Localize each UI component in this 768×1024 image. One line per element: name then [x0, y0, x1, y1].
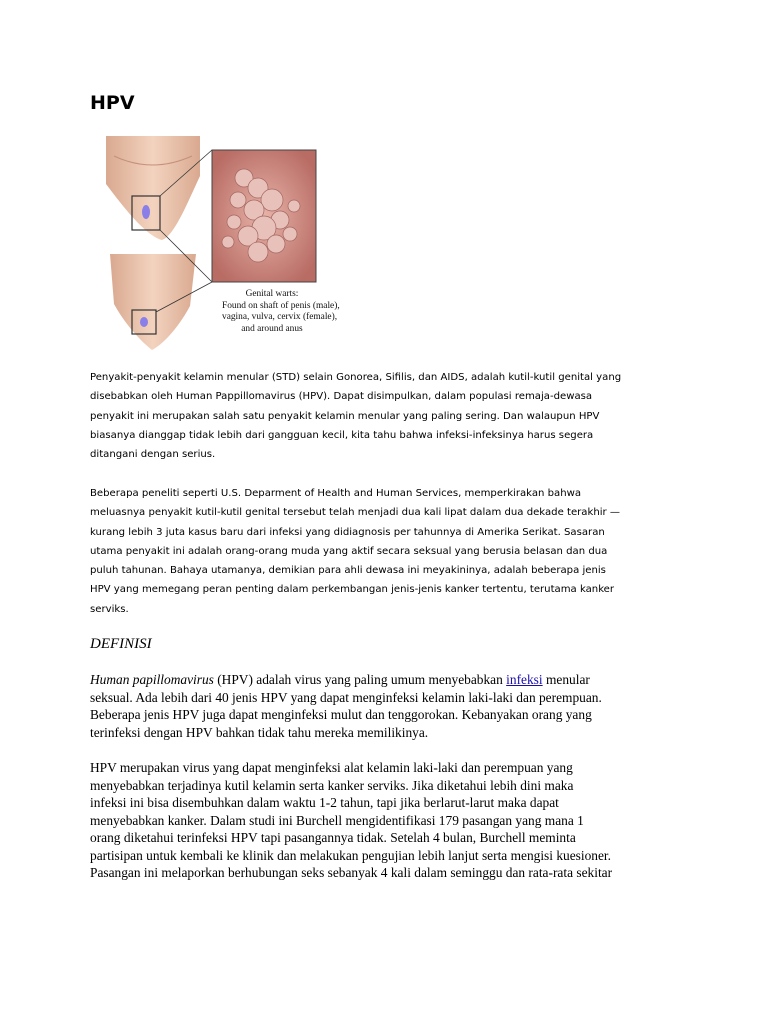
intro-paragraph	[90, 368, 690, 464]
text-line: meluasnya penyakit kutil-kutil genital tersebut telah menjadi dua kali lipat dalam dua dekade terakhir —	[90, 507, 620, 519]
female-figure-illustration	[110, 254, 196, 350]
text-line: penyakit ini merupakan salah satu penyakit kelamin menular yang paling sering. Dan walaupun HPV	[90, 410, 600, 422]
text-line: kurang lebih 3 juta kasus baru dari infeksi yang didiagnosis per tahunnya di Amerika Serikat. Sasaran	[90, 526, 605, 538]
text-line: serviks.	[90, 603, 129, 615]
text-line: disebabkan oleh Human Pappillomavirus (HPV). Dapat disimpulkan, dalam populasi remaja-dewasa	[90, 391, 593, 403]
text-line: seksual. Ada lebih dari 40 jenis HPV yang dapat menginfeksi kelamin laki-laki dan perempuan.	[90, 689, 602, 705]
caption-line: Genital warts:	[245, 289, 299, 299]
research-paragraph	[90, 484, 690, 619]
text-line: utama penyakit ini adalah orang-orang muda yang aktif secara seksual yang berusia belasan dan dua	[90, 545, 608, 557]
text-line: infeksi ini bisa disembuhkan dalam waktu 1-2 tahun, tapi jika berlarut-larut maka dapat	[90, 795, 559, 810]
section-heading-definisi: DEFINISI	[90, 636, 152, 652]
figure-caption	[222, 289, 340, 335]
caption-line: Found on shaft of penis (male),	[222, 300, 340, 311]
text-line	[90, 671, 690, 689]
text-line: ditangani dengan serius.	[90, 449, 216, 461]
infeksi-link[interactable]: infeksi	[506, 672, 543, 687]
page-title: HPV	[90, 92, 135, 114]
text-segment: (HPV) adalah virus yang paling umum menyebabkan	[213, 672, 507, 687]
text-line: Beberapa peneliti seperti U.S. Deparment of Health and Human Services, memperkirakan bahwa	[90, 488, 582, 499]
text-line: Beberapa jenis HPV juga dapat menginfeksi mulut dan tenggorokan. Kebanyakan orang yang	[90, 707, 592, 722]
definition-paragraph	[90, 671, 690, 741]
burchell-study-paragraph	[90, 759, 690, 882]
caption-line: and around anus	[241, 323, 303, 334]
text-line: Pasangan ini melaporkan berhubungan seks sebanyak 4 kali dalam seminggu dan rata-rata sekitar	[90, 865, 613, 880]
text-line: puluh tahunan. Bahaya utamanya, demikian para ahli dewasa ini meyakininya, adalah beberapa jenis	[90, 565, 606, 577]
text-line: HPV merupakan virus yang dapat menginfeksi alat kelamin laki-laki dan perempuan yang	[90, 760, 573, 775]
text-line: partisipan untuk kembali ke klinik dan melakukan pengujian lebih lanjut serta mengisi kuesioner.	[90, 847, 611, 863]
text-line: HPV yang memegang peran penting dalam perkembangan jenis-jenis kanker tertentu, terutama kanker	[90, 584, 615, 596]
virus-name-italic: Human papillomavirus	[90, 672, 214, 687]
genital-warts-closeup	[212, 150, 316, 282]
text-line: menyebabkan terjadinya kutil kelamin serta kanker serviks. Jika diketahui lebih dini maka	[90, 777, 574, 793]
text-line: Penyakit-penyakit kelamin menular (STD) selain Gonorea, Sifilis, dan AIDS, adalah kutil-kutil genital yang	[90, 372, 622, 383]
text-line: terinfeksi dengan HPV bahkan tidak tahu mereka memilikinya.	[90, 724, 429, 740]
caption-line: vagina, vulva, cervix (female),	[222, 312, 338, 322]
text-line: biasanya dianggap tidak lebih dari gangguan kecil, kita tahu bahwa infeksi-infeksinya harus segera	[90, 429, 594, 441]
text-segment: menular	[542, 672, 590, 687]
male-figure-illustration	[106, 136, 200, 240]
text-line: orang diketahui terinfeksi HPV tapi pasangannya tidak. Setelah 4 bulan, Burchell meminta	[90, 830, 576, 845]
text-line: menyebabkan kanker. Dalam studi ini Burchell mengidentifikasi 179 pasangan yang mana 1	[90, 812, 584, 828]
